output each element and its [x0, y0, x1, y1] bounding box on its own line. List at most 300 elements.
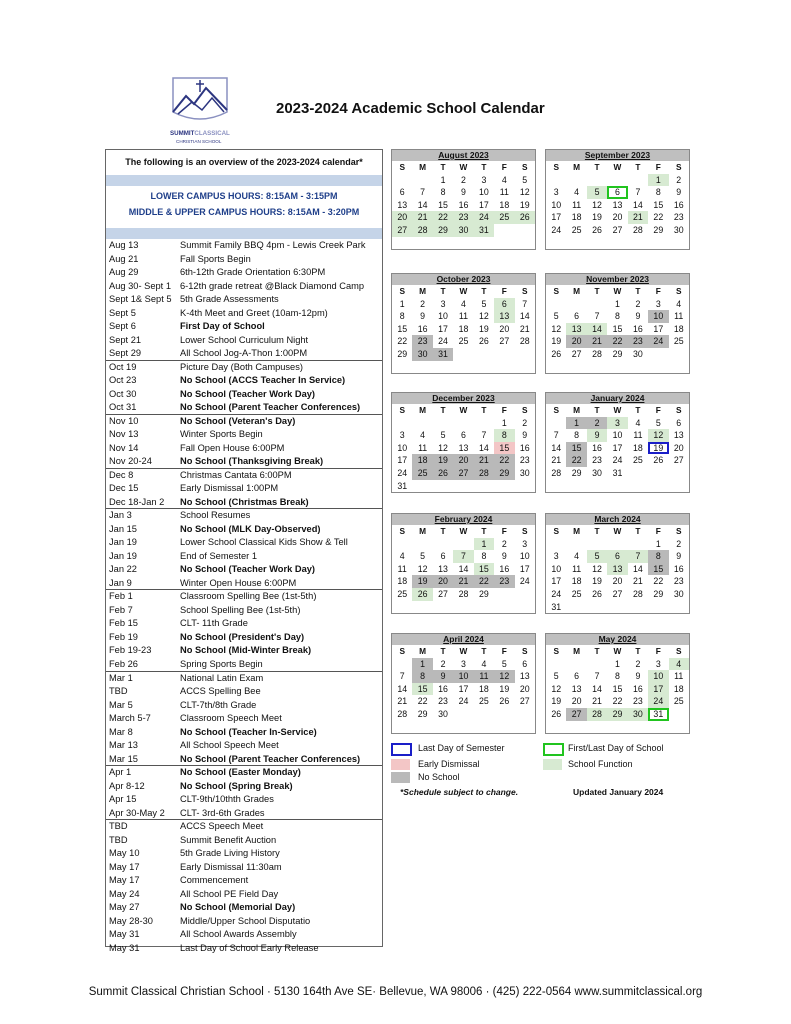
event-text: No School (Teacher Work Day): [180, 564, 316, 575]
empty-day-cell: [474, 708, 494, 721]
empty-day-cell: [412, 480, 432, 493]
weekday-label: S: [521, 526, 528, 536]
day-cell: 11: [418, 442, 428, 453]
day-cell: 22: [607, 335, 627, 348]
day-cell: 27: [392, 224, 412, 237]
empty-day-cell: [607, 174, 627, 187]
day-cell: 10: [397, 442, 408, 453]
day-cell: 4: [399, 551, 405, 562]
day-cell: 17: [648, 683, 668, 696]
event-row: [106, 861, 382, 875]
week-row: [546, 480, 689, 493]
day-cell: 4: [635, 417, 641, 428]
day-cell: 2: [676, 538, 682, 549]
event-date: March 5-7: [109, 713, 151, 724]
day-cell: 28: [587, 708, 607, 721]
day-cell: 22: [417, 696, 428, 707]
day-cell: 13: [519, 671, 530, 682]
empty-day-cell: [587, 658, 607, 671]
day-cell: 18: [499, 199, 510, 210]
week-row: [546, 538, 689, 551]
day-cell: 24: [612, 455, 623, 466]
empty-day-cell: [515, 237, 535, 250]
month-calendar: [545, 392, 690, 493]
week-row: [392, 550, 535, 563]
weekday-label: T: [635, 405, 641, 415]
day-cell: 24: [519, 576, 530, 587]
week-row: [546, 683, 689, 696]
empty-day-cell: [607, 538, 627, 551]
weekday-label: S: [675, 646, 682, 656]
day-cell: 20: [499, 323, 510, 334]
day-cell: 13: [612, 199, 623, 210]
event-text: Classroom Speech Meet: [180, 713, 282, 724]
week-row: [546, 335, 689, 348]
weekday-header: [546, 161, 689, 174]
event-text: 6-12th grade retreat @Black Diamond Camp: [180, 280, 365, 291]
week-row: [392, 442, 535, 455]
weekday-label: W: [459, 646, 468, 656]
day-cell: 26: [433, 467, 453, 480]
day-cell: 8: [440, 187, 446, 198]
empty-day-cell: [669, 361, 689, 374]
empty-day-cell: [546, 658, 566, 671]
event-date: TBD: [109, 821, 128, 832]
empty-day-cell: [648, 237, 668, 250]
day-cell: 20: [673, 442, 684, 453]
event-row: [106, 334, 382, 348]
week-row: [546, 323, 689, 336]
empty-day-cell: [566, 361, 586, 374]
day-cell: 7: [594, 311, 600, 322]
day-cell: 7: [399, 671, 405, 682]
day-cell: 4: [669, 658, 689, 671]
day-cell: 9: [676, 551, 682, 562]
week-row: [392, 211, 535, 224]
day-cell: 7: [635, 187, 641, 198]
event-date: Nov 10: [109, 415, 139, 426]
day-cell: 23: [628, 335, 648, 348]
event-text: Lower School Classical Kids Show & Tell: [180, 537, 348, 548]
event-text: Picture Day (Both Campuses): [180, 361, 303, 372]
empty-day-cell: [587, 721, 607, 734]
day-cell: 29: [417, 708, 428, 719]
weekday-label: S: [675, 405, 682, 415]
empty-day-cell: [669, 348, 689, 361]
empty-day-cell: [494, 588, 514, 601]
day-cell: 11: [474, 670, 494, 683]
empty-day-cell: [628, 467, 648, 480]
weekday-label: M: [419, 286, 427, 296]
day-cell: 7: [453, 550, 473, 563]
overview-heading: The following is an overview of the 2023-2024 calendar*: [125, 157, 363, 167]
day-cell: 14: [587, 323, 607, 336]
weekday-label: M: [573, 286, 581, 296]
event-date: Feb 7: [109, 604, 133, 615]
event-date: Mar 5: [109, 699, 133, 710]
day-cell: 1: [615, 658, 620, 669]
empty-day-cell: [474, 237, 494, 250]
day-cell: 9: [676, 187, 682, 198]
day-cell: 3: [440, 298, 446, 309]
weekday-label: T: [594, 162, 600, 172]
day-cell: 24: [397, 467, 408, 478]
empty-day-cell: [412, 538, 432, 551]
day-cell: 21: [397, 696, 408, 707]
day-cell: 30: [673, 588, 684, 599]
day-cell: 27: [571, 348, 582, 359]
day-cell: 14: [417, 199, 428, 210]
day-cell: 15: [653, 199, 664, 210]
day-cell: 1: [412, 658, 432, 671]
day-cell: 17: [612, 442, 623, 453]
weekday-label: T: [440, 162, 446, 172]
day-cell: 25: [571, 588, 582, 599]
noschool-swatch: [391, 772, 410, 783]
event-row: [106, 536, 382, 550]
empty-day-cell: [546, 298, 566, 311]
event-date: Aug 29: [109, 267, 139, 278]
event-row: [106, 766, 382, 780]
event-row: [106, 617, 382, 631]
day-cell: 7: [481, 430, 487, 441]
day-cell: 30: [673, 224, 684, 235]
event-date: TBD: [109, 834, 128, 845]
day-cell: 29: [612, 348, 623, 359]
event-date: Dec 8: [109, 469, 134, 480]
weekday-label: F: [501, 646, 507, 656]
day-cell: 11: [499, 187, 509, 198]
event-row: [106, 834, 382, 848]
day-cell: 21: [628, 211, 648, 224]
event-row: [106, 388, 382, 402]
day-cell: 10: [479, 187, 489, 198]
event-row: [106, 631, 382, 645]
day-cell: 24: [551, 588, 562, 599]
footer-address: Summit Classical Christian School · 5130 164th Ave SE· Bellevue, WA 98006 · (425) 222-0564 www.summitclassical.org: [88, 986, 703, 998]
event-date: Oct 19: [109, 361, 137, 372]
day-cell: 25: [479, 696, 489, 707]
event-text: Classroom Spelling Bee (1st-5th): [180, 591, 317, 602]
day-cell: 6: [399, 187, 405, 198]
event-row: [106, 307, 382, 321]
day-cell: 20: [571, 696, 582, 707]
event-row: [106, 807, 382, 821]
event-row: [106, 361, 382, 375]
updated-date: Updated January 2024: [573, 787, 664, 797]
event-text: Fall Sports Begin: [180, 253, 251, 264]
event-text: No School (Memorial Day): [180, 902, 296, 913]
event-row: [106, 712, 382, 726]
day-cell: 8: [494, 429, 514, 442]
event-row: [106, 280, 382, 294]
empty-day-cell: [669, 480, 689, 493]
day-cell: 26: [592, 588, 602, 599]
day-cell: 27: [612, 588, 623, 599]
weekday-label: W: [459, 526, 468, 536]
day-cell: 5: [553, 311, 559, 322]
weekday-label: T: [481, 646, 487, 656]
day-cell: 21: [474, 454, 494, 467]
weekday-label: F: [501, 405, 507, 415]
day-cell: 26: [551, 708, 562, 719]
empty-day-cell: [669, 708, 689, 721]
empty-day-cell: [453, 361, 473, 374]
week-row: [546, 670, 689, 683]
event-row: [106, 685, 382, 699]
empty-day-cell: [494, 348, 514, 361]
day-cell: 9: [420, 311, 426, 322]
day-cell: 31: [433, 348, 453, 361]
legend-first-last: First/Last Day of School: [568, 743, 664, 753]
empty-day-cell: [566, 480, 586, 493]
event-row: [106, 239, 382, 253]
event-row: [106, 482, 382, 496]
event-date: Oct 31: [109, 402, 137, 413]
weekday-label: F: [655, 526, 661, 536]
day-cell: 3: [553, 187, 559, 198]
day-cell: 2: [635, 658, 641, 669]
empty-day-cell: [587, 298, 607, 311]
day-cell: 19: [479, 323, 489, 334]
day-cell: 6: [522, 658, 528, 669]
day-cell: 6: [574, 671, 580, 682]
overview-panel: [105, 149, 383, 953]
event-row: [106, 509, 382, 523]
day-cell: 15: [412, 683, 432, 696]
weekday-label: F: [501, 526, 507, 536]
weekday-header: [392, 525, 535, 538]
day-cell: 8: [399, 311, 405, 322]
event-text: 6th-12th Grade Orientation 6:30PM: [180, 267, 326, 278]
week-row: [392, 670, 535, 683]
empty-day-cell: [412, 361, 432, 374]
empty-day-cell: [392, 174, 412, 187]
day-cell: 14: [519, 311, 530, 322]
empty-day-cell: [546, 538, 566, 551]
empty-day-cell: [412, 721, 432, 734]
day-cell: 3: [481, 174, 487, 185]
svg-text:CHRISTIAN SCHOOL: CHRISTIAN SCHOOL: [176, 139, 222, 144]
day-cell: 10: [648, 310, 668, 323]
event-text: CLT- 11th Grade: [180, 618, 248, 629]
day-cell: 6: [607, 186, 627, 199]
month-calendar: [391, 513, 536, 614]
day-cell: 12: [592, 563, 602, 574]
week-row: [546, 563, 689, 576]
weekday-label: S: [521, 405, 528, 415]
event-date: Feb 19-23: [109, 645, 152, 656]
day-cell: 9: [587, 429, 607, 442]
event-date: May 10: [109, 848, 140, 859]
day-cell: 1: [615, 298, 620, 309]
day-cell: 17: [551, 212, 562, 223]
week-row: [392, 224, 535, 237]
day-cell: 25: [494, 211, 514, 224]
day-cell: 2: [635, 298, 641, 309]
weekday-label: S: [521, 286, 528, 296]
day-cell: 7: [522, 298, 528, 309]
day-cell: 15: [494, 442, 514, 455]
day-cell: 25: [673, 336, 684, 347]
day-cell: 19: [551, 696, 562, 707]
day-cell: 21: [633, 576, 643, 587]
event-date: May 17: [109, 861, 140, 872]
event-row: [106, 915, 382, 929]
empty-day-cell: [433, 601, 453, 614]
month-calendar: [545, 633, 690, 734]
weekday-label: W: [459, 162, 468, 172]
week-row: [392, 174, 535, 187]
event-date: Feb 1: [109, 591, 133, 602]
day-cell: 13: [571, 683, 582, 694]
event-text: All School Speech Meet: [180, 740, 279, 751]
event-text: CLT-7th/8th Grade: [180, 699, 257, 710]
day-cell: 18: [633, 442, 643, 453]
week-row: [546, 575, 689, 588]
event-date: Apr 1: [109, 767, 132, 778]
day-cell: 17: [397, 455, 408, 466]
event-text: ACCS Spelling Bee: [180, 686, 261, 697]
day-cell: 19: [592, 212, 602, 223]
week-row: [546, 417, 689, 430]
day-cell: 22: [653, 212, 664, 223]
empty-day-cell: [515, 348, 535, 361]
event-date: Feb 15: [109, 618, 138, 629]
weekday-label: M: [419, 162, 427, 172]
empty-day-cell: [669, 237, 689, 250]
week-row: [392, 417, 535, 430]
month-calendar: [391, 392, 536, 493]
event-row: [106, 888, 382, 902]
empty-day-cell: [392, 237, 412, 250]
event-date: May 27: [109, 902, 140, 913]
empty-day-cell: [453, 480, 473, 493]
day-cell: 28: [458, 588, 469, 599]
event-date: May 31: [109, 929, 140, 940]
day-cell: 18: [397, 576, 408, 587]
weekday-label: M: [573, 405, 581, 415]
day-cell: 15: [612, 323, 623, 334]
weekday-label: W: [613, 526, 622, 536]
empty-day-cell: [628, 174, 648, 187]
day-cell: 2: [501, 538, 507, 549]
empty-day-cell: [648, 348, 668, 361]
event-text: Summit Benefit Auction: [180, 834, 277, 845]
day-cell: 12: [417, 563, 428, 574]
day-cell: 14: [633, 563, 643, 574]
event-date: Sept 6: [109, 321, 136, 332]
empty-day-cell: [607, 361, 627, 374]
day-cell: 5: [655, 417, 661, 428]
school-logo: [168, 76, 232, 148]
day-cell: 8: [655, 187, 661, 198]
event-row: [106, 672, 382, 686]
event-row: [106, 469, 382, 483]
event-date: Jan 3: [109, 510, 132, 521]
day-cell: 15: [612, 683, 623, 694]
empty-day-cell: [392, 601, 412, 614]
empty-day-cell: [628, 480, 648, 493]
week-row: [392, 538, 535, 551]
empty-day-cell: [474, 601, 494, 614]
empty-day-cell: [587, 480, 607, 493]
weekday-label: F: [501, 286, 507, 296]
weekday-label: M: [573, 646, 581, 656]
event-row: [106, 726, 382, 740]
month-calendar: [545, 149, 690, 250]
week-row: [546, 695, 689, 708]
page-title: 2023-2024 Academic School Calendar: [276, 100, 545, 117]
week-row: [546, 237, 689, 250]
event-text: Commencement: [180, 875, 249, 886]
month-title: December 2023: [392, 393, 535, 404]
day-cell: 9: [501, 551, 507, 562]
weekday-label: M: [573, 526, 581, 536]
event-row: [106, 442, 382, 456]
day-cell: 13: [458, 442, 469, 453]
event-row: [106, 699, 382, 713]
empty-day-cell: [628, 601, 648, 614]
day-cell: 17: [519, 563, 530, 574]
event-text: 5th Grade Living History: [180, 848, 280, 859]
day-cell: 15: [438, 199, 448, 210]
day-cell: 16: [673, 199, 684, 210]
event-text: National Latin Exam: [180, 672, 264, 683]
day-cell: 23: [412, 335, 432, 348]
day-cell: 12: [551, 683, 562, 694]
day-cell: 9: [635, 311, 641, 322]
day-cell: 18: [673, 683, 684, 694]
day-cell: 30: [633, 348, 643, 359]
week-row: [392, 575, 535, 588]
week-row: [392, 348, 535, 361]
day-cell: 5: [587, 550, 607, 563]
day-cell: 24: [458, 696, 469, 707]
day-cell: 14: [458, 563, 469, 574]
day-cell: 4: [481, 658, 487, 669]
weekday-label: T: [481, 162, 487, 172]
day-cell: 10: [551, 563, 562, 574]
weekday-label: M: [573, 162, 581, 172]
empty-day-cell: [607, 721, 627, 734]
campus-hours: [106, 186, 382, 228]
empty-day-cell: [546, 237, 566, 250]
week-row: [392, 708, 535, 721]
day-cell: 3: [461, 658, 466, 669]
day-cell: 13: [673, 430, 684, 441]
day-cell: 27: [499, 336, 510, 347]
empty-day-cell: [453, 538, 473, 551]
day-cell: 29: [479, 588, 489, 599]
week-row: [546, 601, 689, 614]
empty-day-cell: [648, 361, 668, 374]
mountain-cross-icon: [168, 76, 232, 148]
empty-day-cell: [392, 538, 412, 551]
day-cell: 11: [572, 199, 582, 210]
event-text: Lower School Curriculum Night: [180, 334, 309, 345]
day-cell: 20: [433, 575, 453, 588]
day-cell: 22: [566, 454, 586, 467]
event-row: [106, 874, 382, 888]
schedule-note: *Schedule subject to change.: [400, 787, 519, 797]
day-cell: 16: [592, 442, 602, 453]
week-row: [546, 310, 689, 323]
week-row: [392, 361, 535, 374]
empty-day-cell: [392, 721, 412, 734]
empty-day-cell: [546, 417, 566, 430]
empty-day-cell: [669, 721, 689, 734]
